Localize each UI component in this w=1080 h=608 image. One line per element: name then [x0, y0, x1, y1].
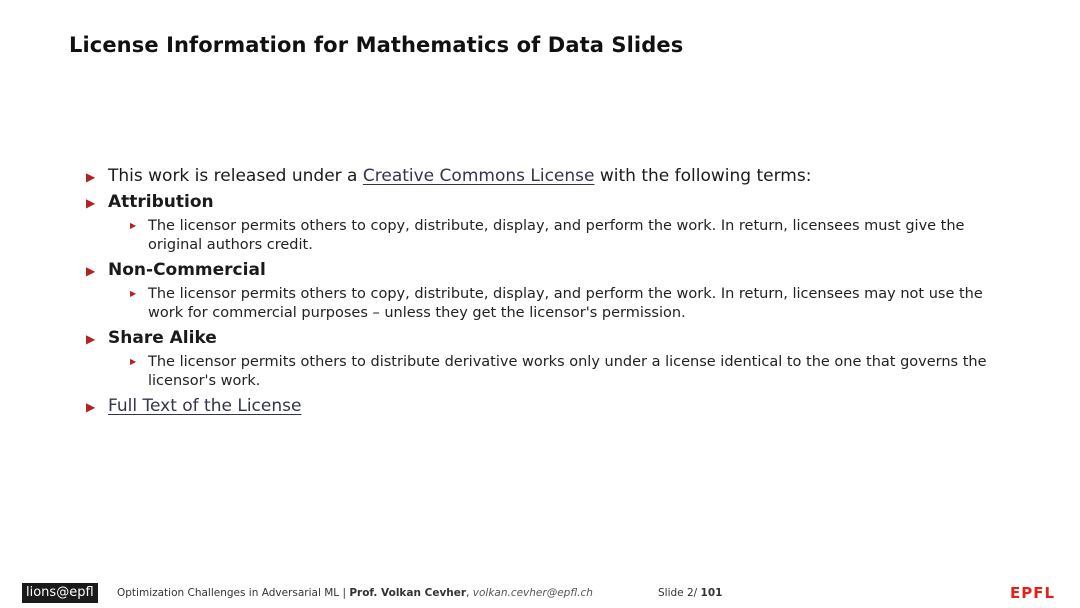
triangle-bullet-icon: ▶ — [86, 196, 96, 210]
intro-post: with the following terms: — [594, 166, 812, 186]
list-item-intro — [86, 165, 1016, 188]
intro-text — [108, 165, 811, 187]
slide-number — [658, 587, 722, 599]
small-triangle-bullet-icon: ▶ — [130, 357, 137, 366]
attribution-text: The licensor permits others to copy, distribute, display, and perform the work. In return, licensees must give the original authors credit. — [148, 218, 965, 253]
small-triangle-bullet-icon: ▶ — [130, 289, 137, 298]
list-item-fulltext — [86, 395, 1016, 418]
footer-course-info — [117, 587, 593, 599]
sharealike-text: The licensor permits others to distribute derivative works only under a license identical to the one that governs the licensor's work. — [148, 354, 987, 389]
sharealike-heading: Share Alike — [108, 328, 217, 348]
course-name: Optimization Challenges in Adversarial ML | — [117, 587, 350, 599]
slide-footer — [0, 578, 1080, 608]
creative-commons-link[interactable]: Creative Commons License — [362, 166, 595, 186]
lions-epfl-logo: lions@epfl — [22, 583, 98, 603]
intro-pre: This work is released under a — [108, 166, 363, 186]
epfl-logo: EPFL — [1009, 584, 1055, 602]
noncommercial-text: The licensor permits others to copy, distribute, display, and perform the work. In return, licensees may not use the work for commercial purposes – unless they get the licensor's permission. — [148, 286, 983, 321]
license-list — [86, 165, 1016, 421]
author-email: volkan.cevher@epfl.ch — [472, 587, 593, 599]
list-item-attribution — [86, 191, 1016, 214]
slide-title: License Information for Mathematics of Data Slides — [69, 33, 684, 57]
triangle-bullet-icon: ▶ — [86, 170, 96, 184]
slide-total: 101 — [700, 587, 723, 599]
attribution-heading: Attribution — [108, 192, 214, 212]
full-license-link[interactable]: Full Text of the License — [108, 396, 302, 416]
triangle-bullet-icon: ▶ — [86, 332, 96, 346]
small-triangle-bullet-icon: ▶ — [130, 221, 137, 230]
list-item-sharealike — [86, 327, 1016, 350]
triangle-bullet-icon: ▶ — [86, 400, 96, 414]
slide-label: Slide 2/ — [658, 587, 701, 599]
list-item-noncommercial — [86, 259, 1016, 282]
sharealike-detail — [130, 353, 1016, 390]
noncommercial-heading: Non-Commercial — [108, 260, 266, 280]
author-name: Prof. Volkan Cevher — [349, 587, 467, 599]
noncommercial-detail — [130, 285, 1016, 322]
attribution-detail — [130, 217, 1016, 254]
footer-separator: , — [466, 587, 473, 599]
triangle-bullet-icon: ▶ — [86, 264, 96, 278]
